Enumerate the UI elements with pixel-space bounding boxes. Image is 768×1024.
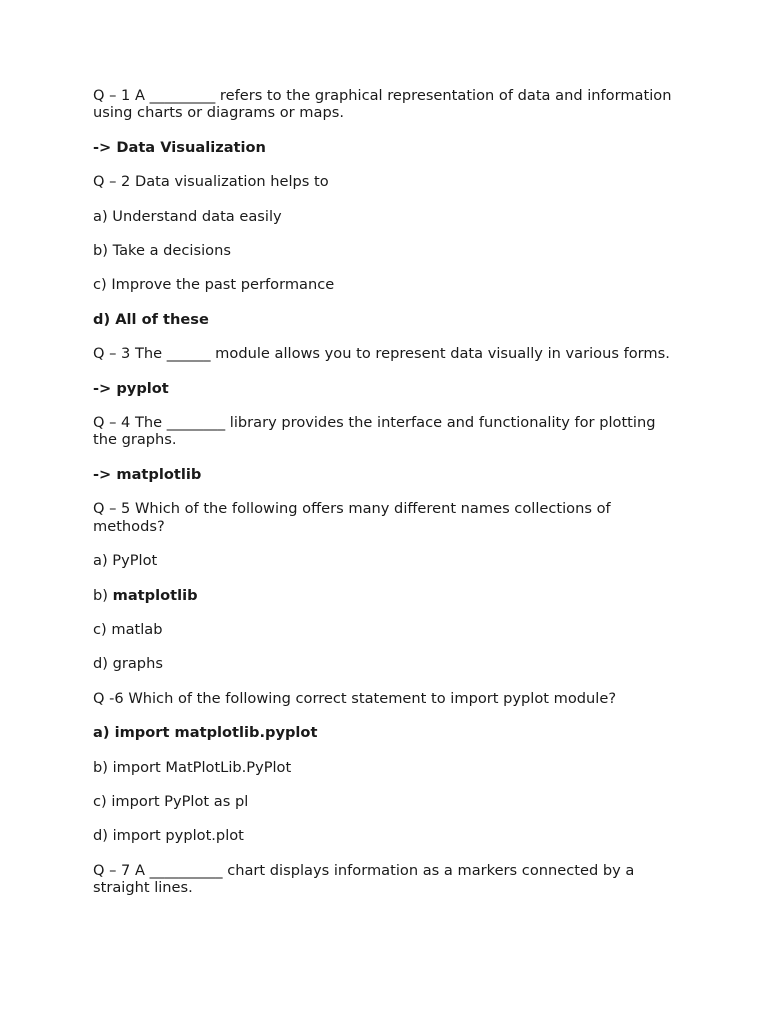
option-b-prefix: b)	[93, 586, 113, 604]
question-2-option-c: c) Improve the past performance	[93, 276, 335, 294]
question-6-option-d: d) import pyplot.plot	[93, 827, 244, 845]
answer-1-text: -> Data Visualization	[93, 138, 266, 156]
question-2-option-d-answer: d) All of these	[93, 310, 209, 328]
question-2-option-a: a) Understand data easily	[93, 207, 282, 225]
question-1-text: Q – 1 A _________ refers to the graphical representation of data and information using charts or diagrams or maps.	[93, 87, 672, 122]
option-b-answer: matplotlib	[112, 586, 198, 604]
question-5-text: Q – 5 Which of the following offers many different names collections of methods?	[93, 500, 611, 535]
question-6-option-a-answer: a) import matplotlib.pyplot	[93, 724, 318, 742]
question-5-option-d: d) graphs	[93, 655, 163, 673]
question-5-option-a: a) PyPlot	[93, 552, 158, 570]
question-6-text: Q -6 Which of the following correct statement to import pyplot module?	[93, 689, 617, 707]
document-page	[93, 87, 683, 914]
question-2-text: Q – 2 Data visualization helps to	[93, 173, 329, 191]
question-4-text: Q – 4 The ________ library provides the interface and functionality for plotting the graphs.	[93, 414, 656, 449]
answer-4-text: -> matplotlib	[93, 465, 202, 483]
question-5-option-b	[93, 587, 683, 604]
question-2-option-b: b) Take a decisions	[93, 242, 231, 260]
answer-3-text: -> pyplot	[93, 379, 169, 397]
question-7-text: Q – 7 A __________ chart displays information as a markers connected by a straight lines.	[93, 861, 635, 897]
question-6-option-c: c) import PyPlot as pl	[93, 792, 249, 810]
question-6-option-b: b) import MatPlotLib.PyPlot	[93, 758, 292, 776]
question-3-text: Q – 3 The ______ module allows you to represent data visually in various forms.	[93, 345, 670, 363]
question-5-option-c: c) matlab	[93, 620, 163, 638]
